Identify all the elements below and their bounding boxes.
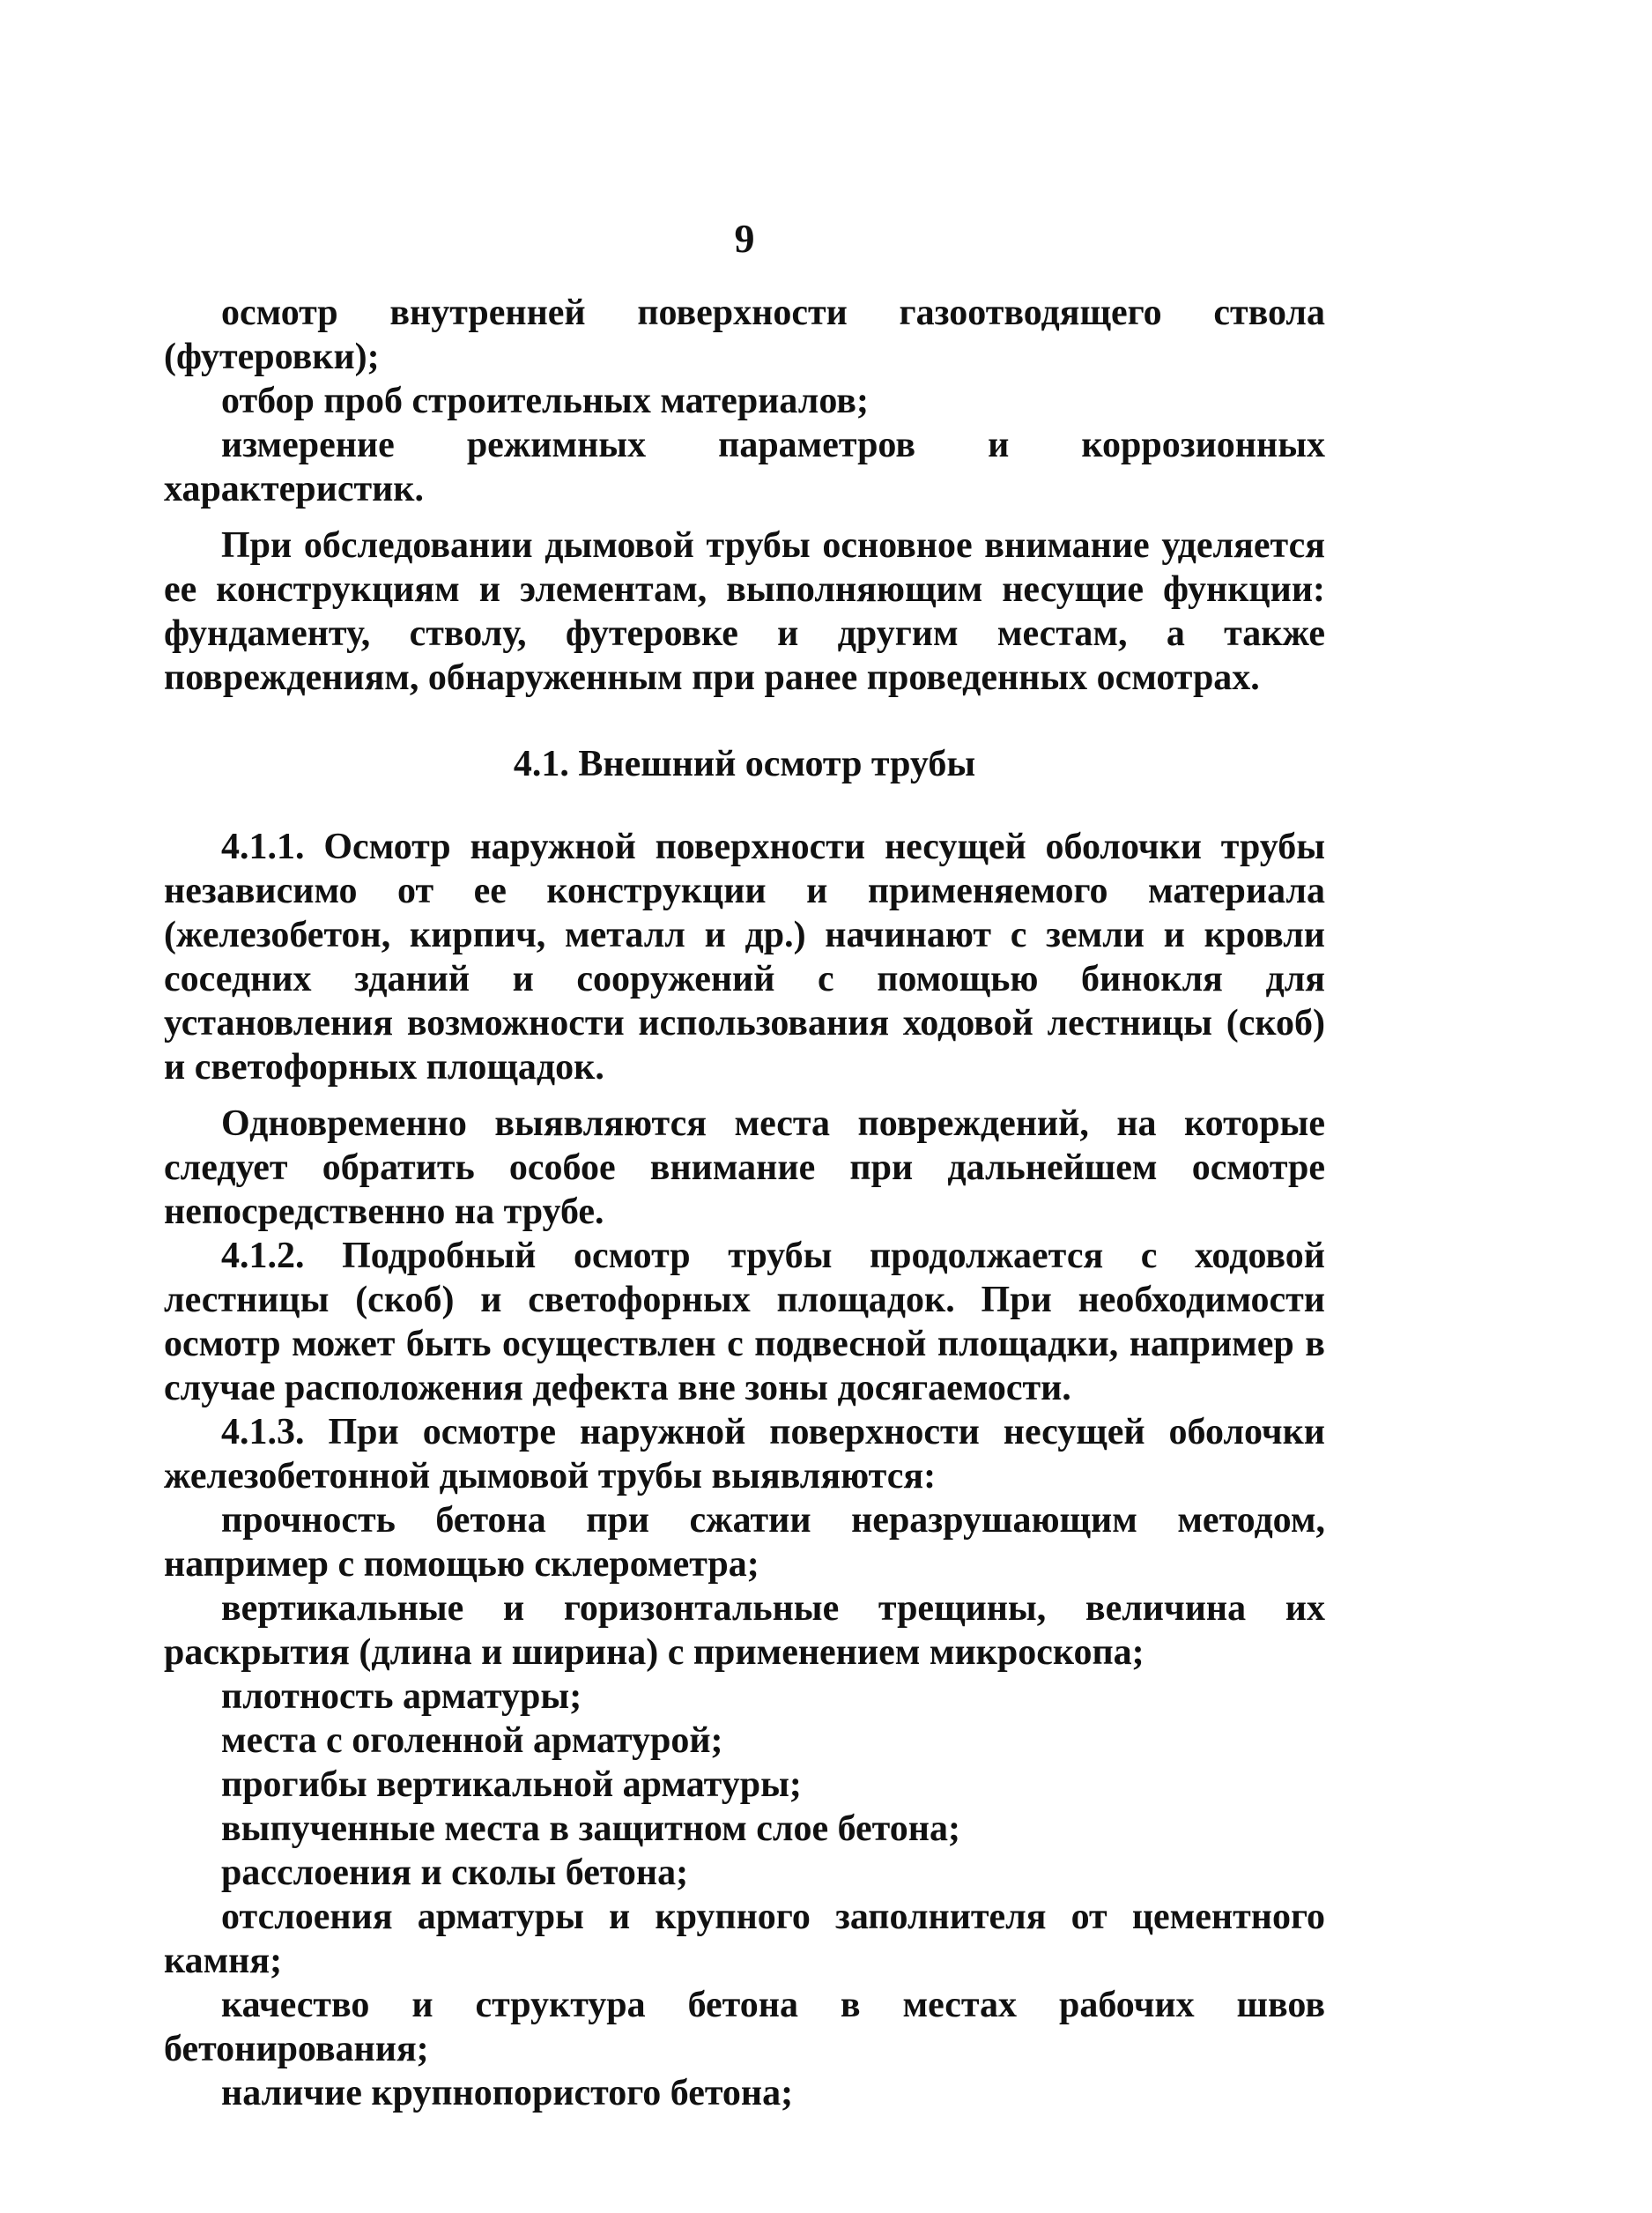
document-body <box>164 291 1325 2115</box>
list-item: качество и структура бетона в местах рабочих швов бетонирования; <box>164 1985 1325 2069</box>
list-item: вертикальные и горизонтальные трещины, величина их раскрытия (длина и ширина) с применением микроскопа; <box>164 1588 1325 1673</box>
paragraph: 4.1.3. При осмотре наружной поверхности несущей оболочки железобетонной дымовой трубы выявляются: <box>164 1412 1325 1496</box>
page-number: 9 <box>734 216 755 261</box>
section-heading: 4.1. Внешний осмотр трубы <box>513 744 976 784</box>
list-item: расслоения и сколы бетона; <box>221 1853 689 1893</box>
paragraph: 4.1.2. Подробный осмотр трубы продолжается с ходовой лестницы (скоб) и светофорных площадок. При необходимости осмотр может быть осуществлен с подвесной площадки, например в случае расположения дефекта вне зоны досягаемости. <box>164 1236 1325 1408</box>
list-item: места с оголенной арматурой; <box>221 1720 723 1761</box>
list-item: отслоения арматуры и крупного заполнителя от цементного камня; <box>164 1897 1325 1981</box>
paragraph: измерение режимных параметров и коррозионных характеристик. <box>164 425 1325 509</box>
list-item: выпученные места в защитном слое бетона; <box>221 1808 960 1849</box>
paragraph: Одновременно выявляются места повреждений, на которые следует обратить особое внимание при дальнейшем осмотре непосредственно на трубе. <box>164 1103 1325 1232</box>
paragraph: отбор проб строительных материалов; <box>221 381 869 421</box>
paragraph: осмотр внутренней поверхности газоотводящего ствола (футеровки); <box>164 293 1325 377</box>
list-item: наличие крупнопористого бетона; <box>221 2073 794 2113</box>
list-item: прогибы вертикальной арматуры; <box>221 1764 802 1805</box>
list-item: плотность арматуры; <box>221 1676 582 1717</box>
paragraph: При обследовании дымовой трубы основное внимание уделяется ее конструкциям и элементам, выполняющим несущие функции: фундаменту, стволу, футеровке и другим местам, а также повреждениям, обнаруженным при ранее проведенных осмотрах. <box>164 525 1325 698</box>
list-item: прочность бетона при сжатии неразрушающим методом, например с помощью склерометра; <box>164 1500 1325 1585</box>
paragraph: 4.1.1. Осмотр наружной поверхности несущей оболочки трубы независимо от ее конструкции и применяемого материала (железобетон, кирпич, металл и др.) начинают с земли и кровли соседних зданий и сооружений с помощью бинокля для установления возможности использования ходовой лестницы (скоб) и светофорных площадок. <box>164 827 1325 1088</box>
